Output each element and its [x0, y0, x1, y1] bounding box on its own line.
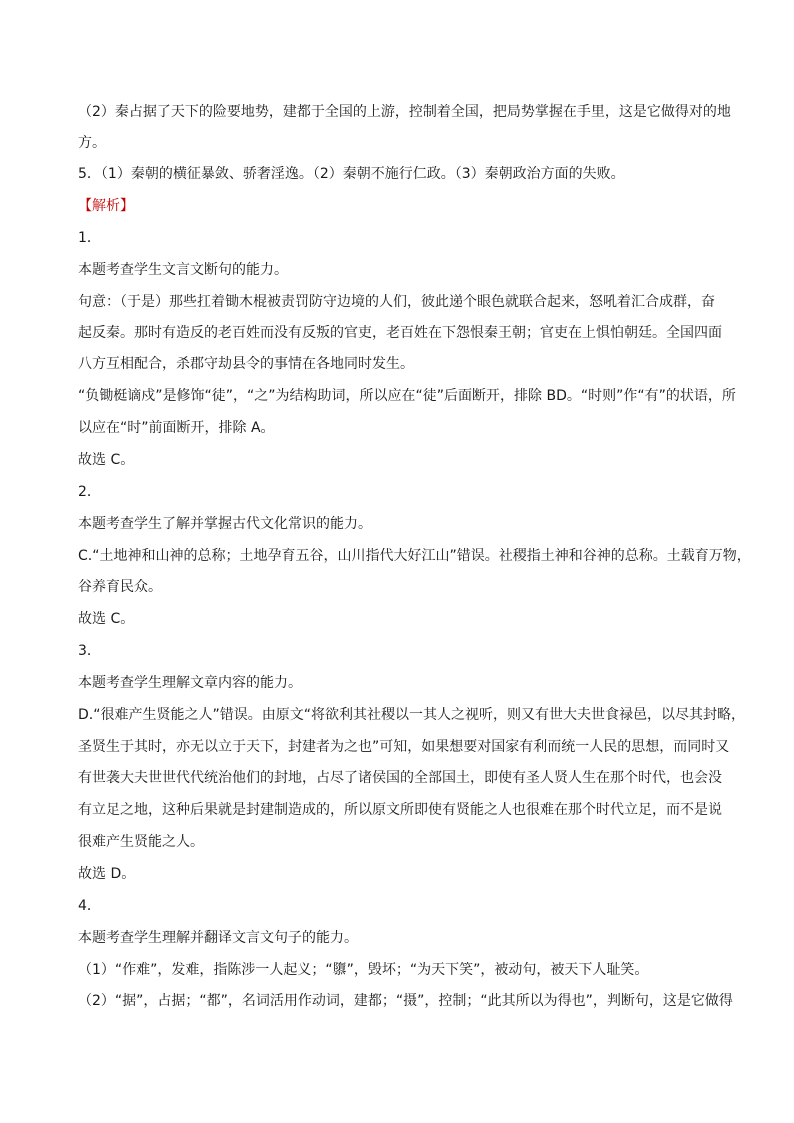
q1-meaning-line1: 句意：（于是）那些扛着锄木棍被责罚防守边境的人们，彼此递个眼色就联合起来，怒吼着汇合成群，奋 — [78, 294, 715, 310]
q3-topic: 本题考查学生理解文章内容的能力。 — [78, 675, 302, 691]
question-number-2: 2． — [78, 484, 101, 500]
answer-2-part2-line2: 方。 — [78, 135, 106, 151]
q1-explanation-line2: 以应在“时”前面断开，排除 A。 — [78, 420, 275, 436]
q2-explanation-line2: 谷养育民众。 — [78, 579, 162, 595]
q4-topic: 本题考查学生理解并翻译文言文句子的能力。 — [78, 930, 358, 946]
q1-topic: 本题考查学生文言文断句的能力。 — [78, 262, 288, 278]
q1-answer: 故选 C。 — [78, 452, 135, 468]
q3-explanation-line2: 圣贤生于其时，亦无以立于天下，封建者为之也”可知，如果想要对国家有利而统一人民的思想，而同时又 — [78, 739, 730, 755]
q3-explanation-line5: 很难产生贤能之人。 — [78, 834, 204, 850]
answer-2-part2-line1: （2）秦占据了天下的险要地势，建都于全国的上游，控制着全国，把局势掌握在手里，这是它做得对的地 — [78, 104, 731, 120]
analysis-heading: 【解析】 — [78, 198, 134, 214]
q4-part2: （2）“据”，占据；“都”，名词活用作动词，建都；“摄”，控制；“此其所以为得也”，判断句，这是它做得 — [78, 993, 733, 1009]
q2-answer: 故选 C。 — [78, 611, 135, 627]
q3-explanation-line4: 有立足之地，这种后果就是封建制造成的，所以原文所即使有贤能之人也很难在那个时代立足，而不是说 — [78, 802, 722, 818]
question-number-1: 1． — [78, 230, 101, 246]
answer-5: 5．（1）秦朝的横征暴敛、骄奢淫逸。（2）秦朝不施行仁政。（3）秦朝政治方面的失败。 — [78, 166, 625, 182]
q1-meaning-line3: 八方互相配合，杀郡守劫县令的事情在各地同时发生。 — [78, 356, 414, 372]
q3-explanation-line3: 有世袭大夫世世代代统治他们的封地，占尽了诸侯国的全部国土，即使有圣人贤人生在那个时代，也会没 — [78, 770, 722, 786]
question-number-3: 3． — [78, 643, 101, 659]
q3-answer: 故选 D。 — [78, 866, 136, 882]
question-number-4: 4． — [78, 898, 101, 914]
q2-explanation-line1: C.“土地神和山神的总称；土地孕育五谷，山川指代大好江山”错误。社稷指土神和谷神的总称。土载育万物， — [78, 548, 751, 564]
q1-explanation-line1: “负锄梃谪戍”是修饰“徒”，“之”为结构助词，所以应在“徒”后面断开，排除 BD。“时则”作“有”的状语，所 — [78, 388, 736, 404]
q2-topic: 本题考查学生了解并掌握古代文化常识的能力。 — [78, 516, 372, 532]
q3-explanation-line1: D.“很难产生贤能之人”错误。由原文“将欲利其社稷以一其人之视听，则又有世大夫世食禄邑，以尽其封略， — [78, 707, 745, 723]
q1-meaning-line2: 起反秦。那时有造反的老百姓而没有反叛的官吏，老百姓在下怨恨秦王朝；官吏在上惧怕朝廷。全国四面 — [78, 325, 722, 341]
q4-part1: （1）“作难”，发难，指陈涉一人起义；“隳”，毁坏；“为天下笑”，被动句，被天下人耻笑。 — [78, 962, 649, 978]
